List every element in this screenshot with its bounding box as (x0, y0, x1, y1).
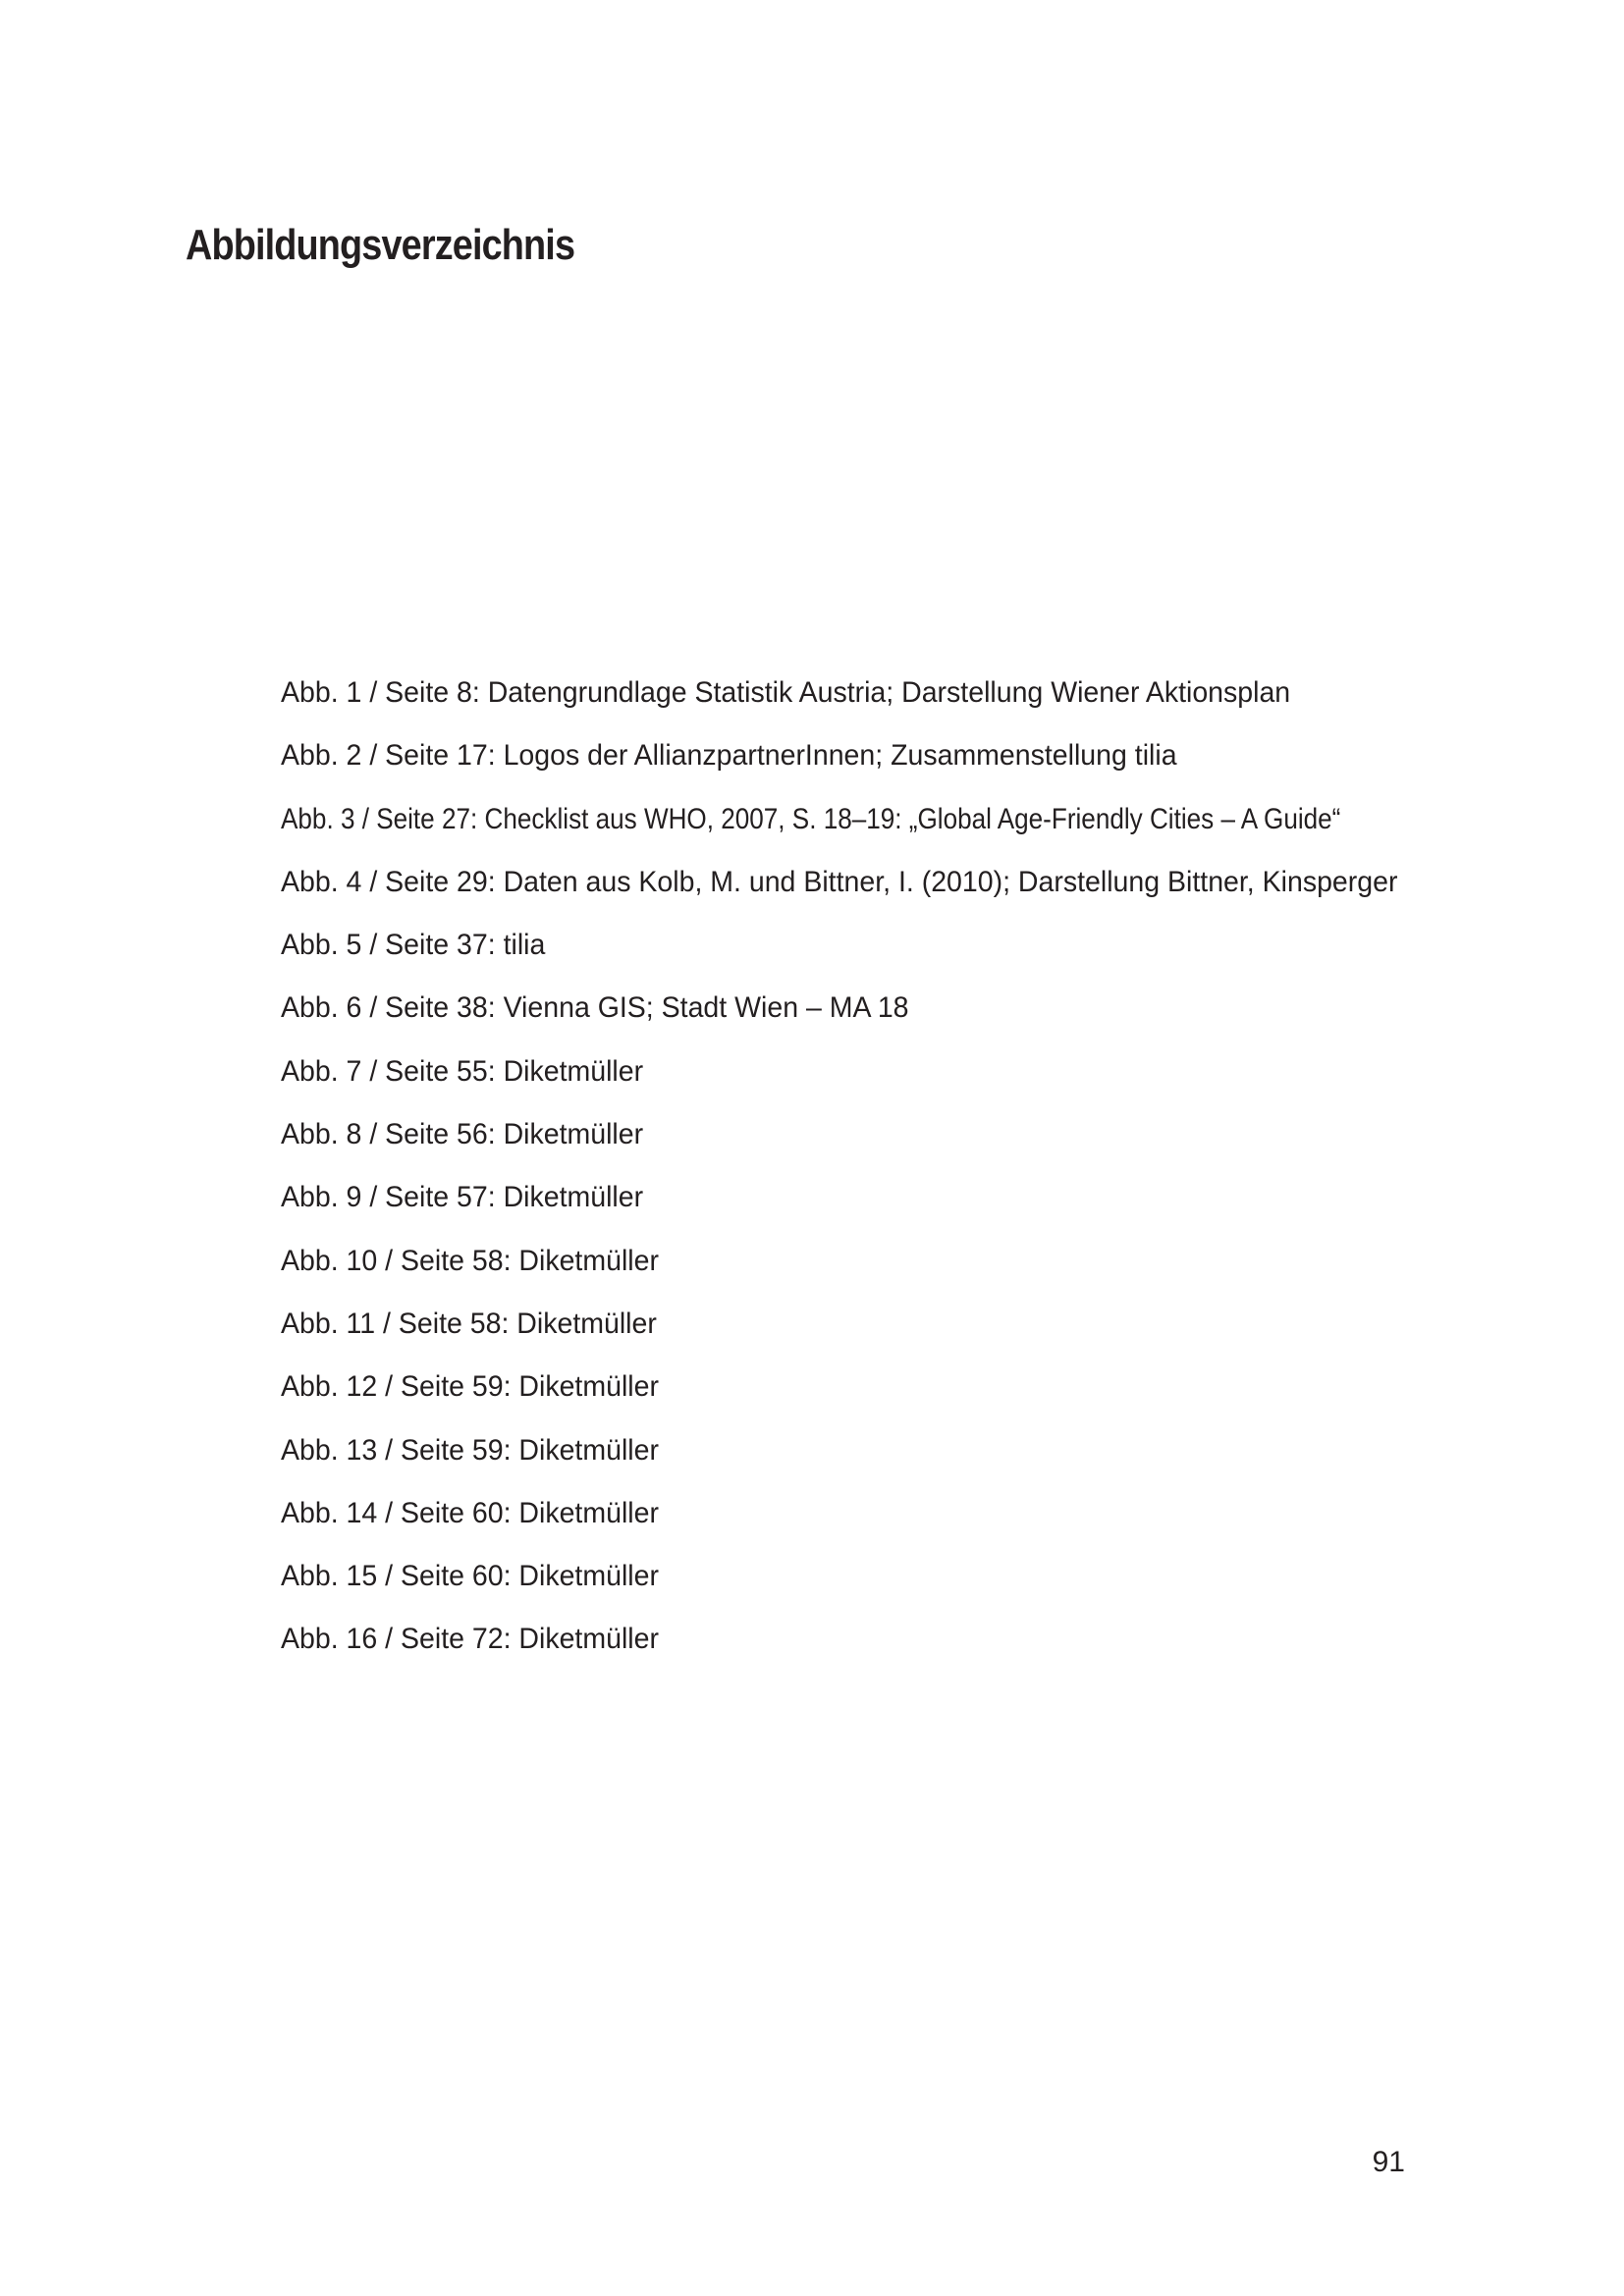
page-title: Abbildungsverzeichnis (186, 221, 575, 269)
figure-entry: Abb. 4 / Seite 29: Daten aus Kolb, M. und Bittner, I. (2010); Darstellung Bittner, Kinsperger (281, 865, 1398, 898)
figure-entry: Abb. 8 / Seite 56: Diketmüller (281, 1118, 644, 1151)
figure-entry: Abb. 6 / Seite 38: Vienna GIS; Stadt Wien – MA 18 (281, 991, 909, 1025)
figure-entry: Abb. 11 / Seite 58: Diketmüller (281, 1307, 657, 1340)
figure-entry: Abb. 3 / Seite 27: Checklist aus WHO, 2007, S. 18–19: „Global Age-Friendly Cities – A Guide“ (281, 802, 1341, 835)
figure-entry: Abb. 15 / Seite 60: Diketmüller (281, 1560, 659, 1593)
figure-entry: Abb. 5 / Seite 37: tilia (281, 929, 546, 962)
figure-entry: Abb. 7 / Seite 55: Diketmüller (281, 1054, 644, 1088)
figure-entry: Abb. 16 / Seite 72: Diketmüller (281, 1623, 659, 1656)
figure-list (281, 662, 1499, 1672)
figure-entry: Abb. 9 / Seite 57: Diketmüller (281, 1181, 644, 1214)
figure-entry: Abb. 10 / Seite 58: Diketmüller (281, 1244, 659, 1277)
figure-entry: Abb. 12 / Seite 59: Diketmüller (281, 1370, 659, 1404)
page-number: 91 (1372, 2146, 1405, 2178)
figure-entry: Abb. 14 / Seite 60: Diketmüller (281, 1496, 659, 1529)
figure-entry: Abb. 1 / Seite 8: Datengrundlage Statistik Austria; Darstellung Wiener Aktionsplan (281, 676, 1291, 709)
figure-entry: Abb. 2 / Seite 17: Logos der AllianzpartnerInnen; Zusammenstellung tilia (281, 739, 1177, 773)
figure-entry: Abb. 13 / Seite 59: Diketmüller (281, 1433, 659, 1467)
